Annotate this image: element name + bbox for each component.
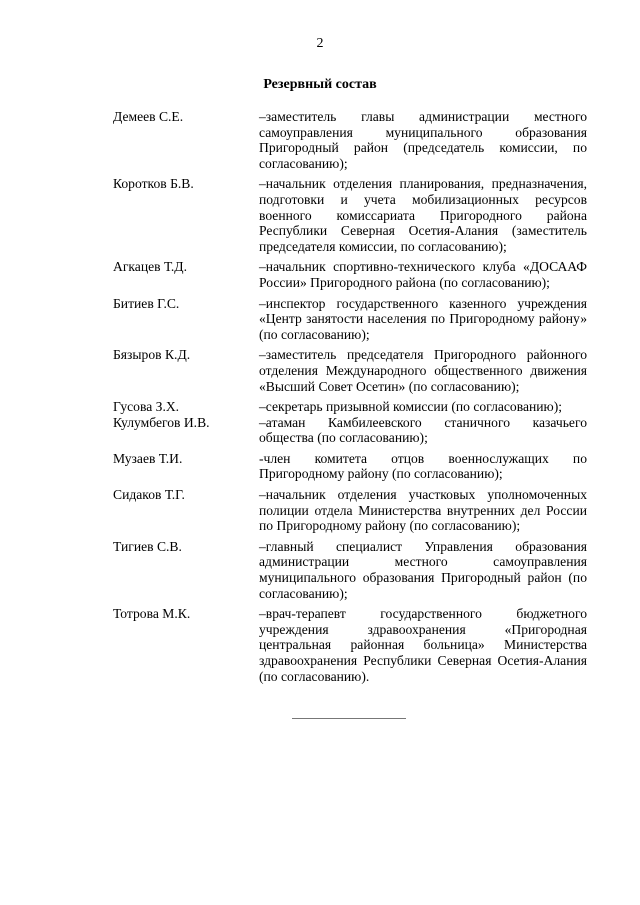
member-row — [113, 451, 587, 482]
member-row — [113, 176, 587, 254]
member-name: Кулумбегов И.В. — [113, 414, 210, 430]
member-role: –заместитель главы администрации местного самоуправления муниципального образования Пригородный район (председатель комиссии, по согласованию); — [259, 109, 587, 171]
member-name: Демеев С.Е. — [113, 109, 184, 124]
member-row — [113, 109, 587, 171]
member-row — [113, 487, 587, 534]
member-role: –начальник спортивно-технического клуба «ДОСААФ России» Пригородного района (по согласованию); — [259, 259, 587, 290]
member-name: Коротков Б.В. — [113, 176, 194, 192]
section-title: Резервный состав — [263, 77, 377, 92]
member-list — [113, 109, 587, 689]
member-role: –начальник отделения участковых уполномоченных полиции отдела Министерства внутренних дел России по Пригородному району (по согласованию); — [259, 487, 587, 534]
member-row — [113, 539, 587, 601]
member-role: –заместитель председателя Пригородного районного отделения Международного общественного движения «Высший Совет Осетин» (по согласованию); — [259, 347, 587, 394]
member-name: Бязыров К.Д. — [113, 347, 191, 363]
member-name: Гусова З.Х. — [113, 399, 180, 415]
member-name: Сидаков Т.Г. — [113, 487, 185, 503]
member-role: –атаман Камбилеевского станичного казачьего общества (по согласованию); — [259, 414, 587, 446]
member-role: –врач-терапевт государственного бюджетного учреждения здравоохранения «Пригородная центральная районная больница» Министерства здравоохранения Республики Северная Осетия-Алания (по согласованию). — [259, 606, 587, 684]
member-row — [113, 296, 587, 343]
member-name: Битиев Г.С. — [113, 295, 180, 311]
member-name: Тотрова М.К. — [113, 606, 191, 622]
member-row — [113, 415, 587, 446]
footer-divider — [292, 718, 406, 719]
member-row — [113, 399, 587, 415]
member-role: –начальник отделения планирования, предназначения, подготовки и учета мобилизационных ресурсов военного комиссариата Пригородного района Республики Северная Осетия-Алания (заместитель председателя комиссии, по согласованию); — [259, 176, 587, 254]
member-role: –инспектор государственного казенного учреждения «Центр занятости населения по Пригородному району» (по согласованию); — [259, 295, 587, 342]
member-name: Музаев Т.И. — [113, 450, 183, 466]
page-number: 2 — [316, 36, 324, 51]
member-role: –секретарь призывной комиссии (по согласованию); — [259, 399, 562, 415]
member-role: -член комитета отцов военнослужащих по Пригородному району (по согласованию); — [259, 450, 587, 482]
member-role: –главный специалист Управления образования администрации местного самоуправления муниципального образования Пригородный район (по согласованию); — [259, 538, 587, 601]
member-row — [113, 347, 587, 394]
member-name: Тигиев С.В. — [113, 538, 182, 554]
member-row — [113, 606, 587, 684]
member-row — [113, 259, 587, 290]
member-name: Агкацев Т.Д. — [113, 259, 187, 275]
